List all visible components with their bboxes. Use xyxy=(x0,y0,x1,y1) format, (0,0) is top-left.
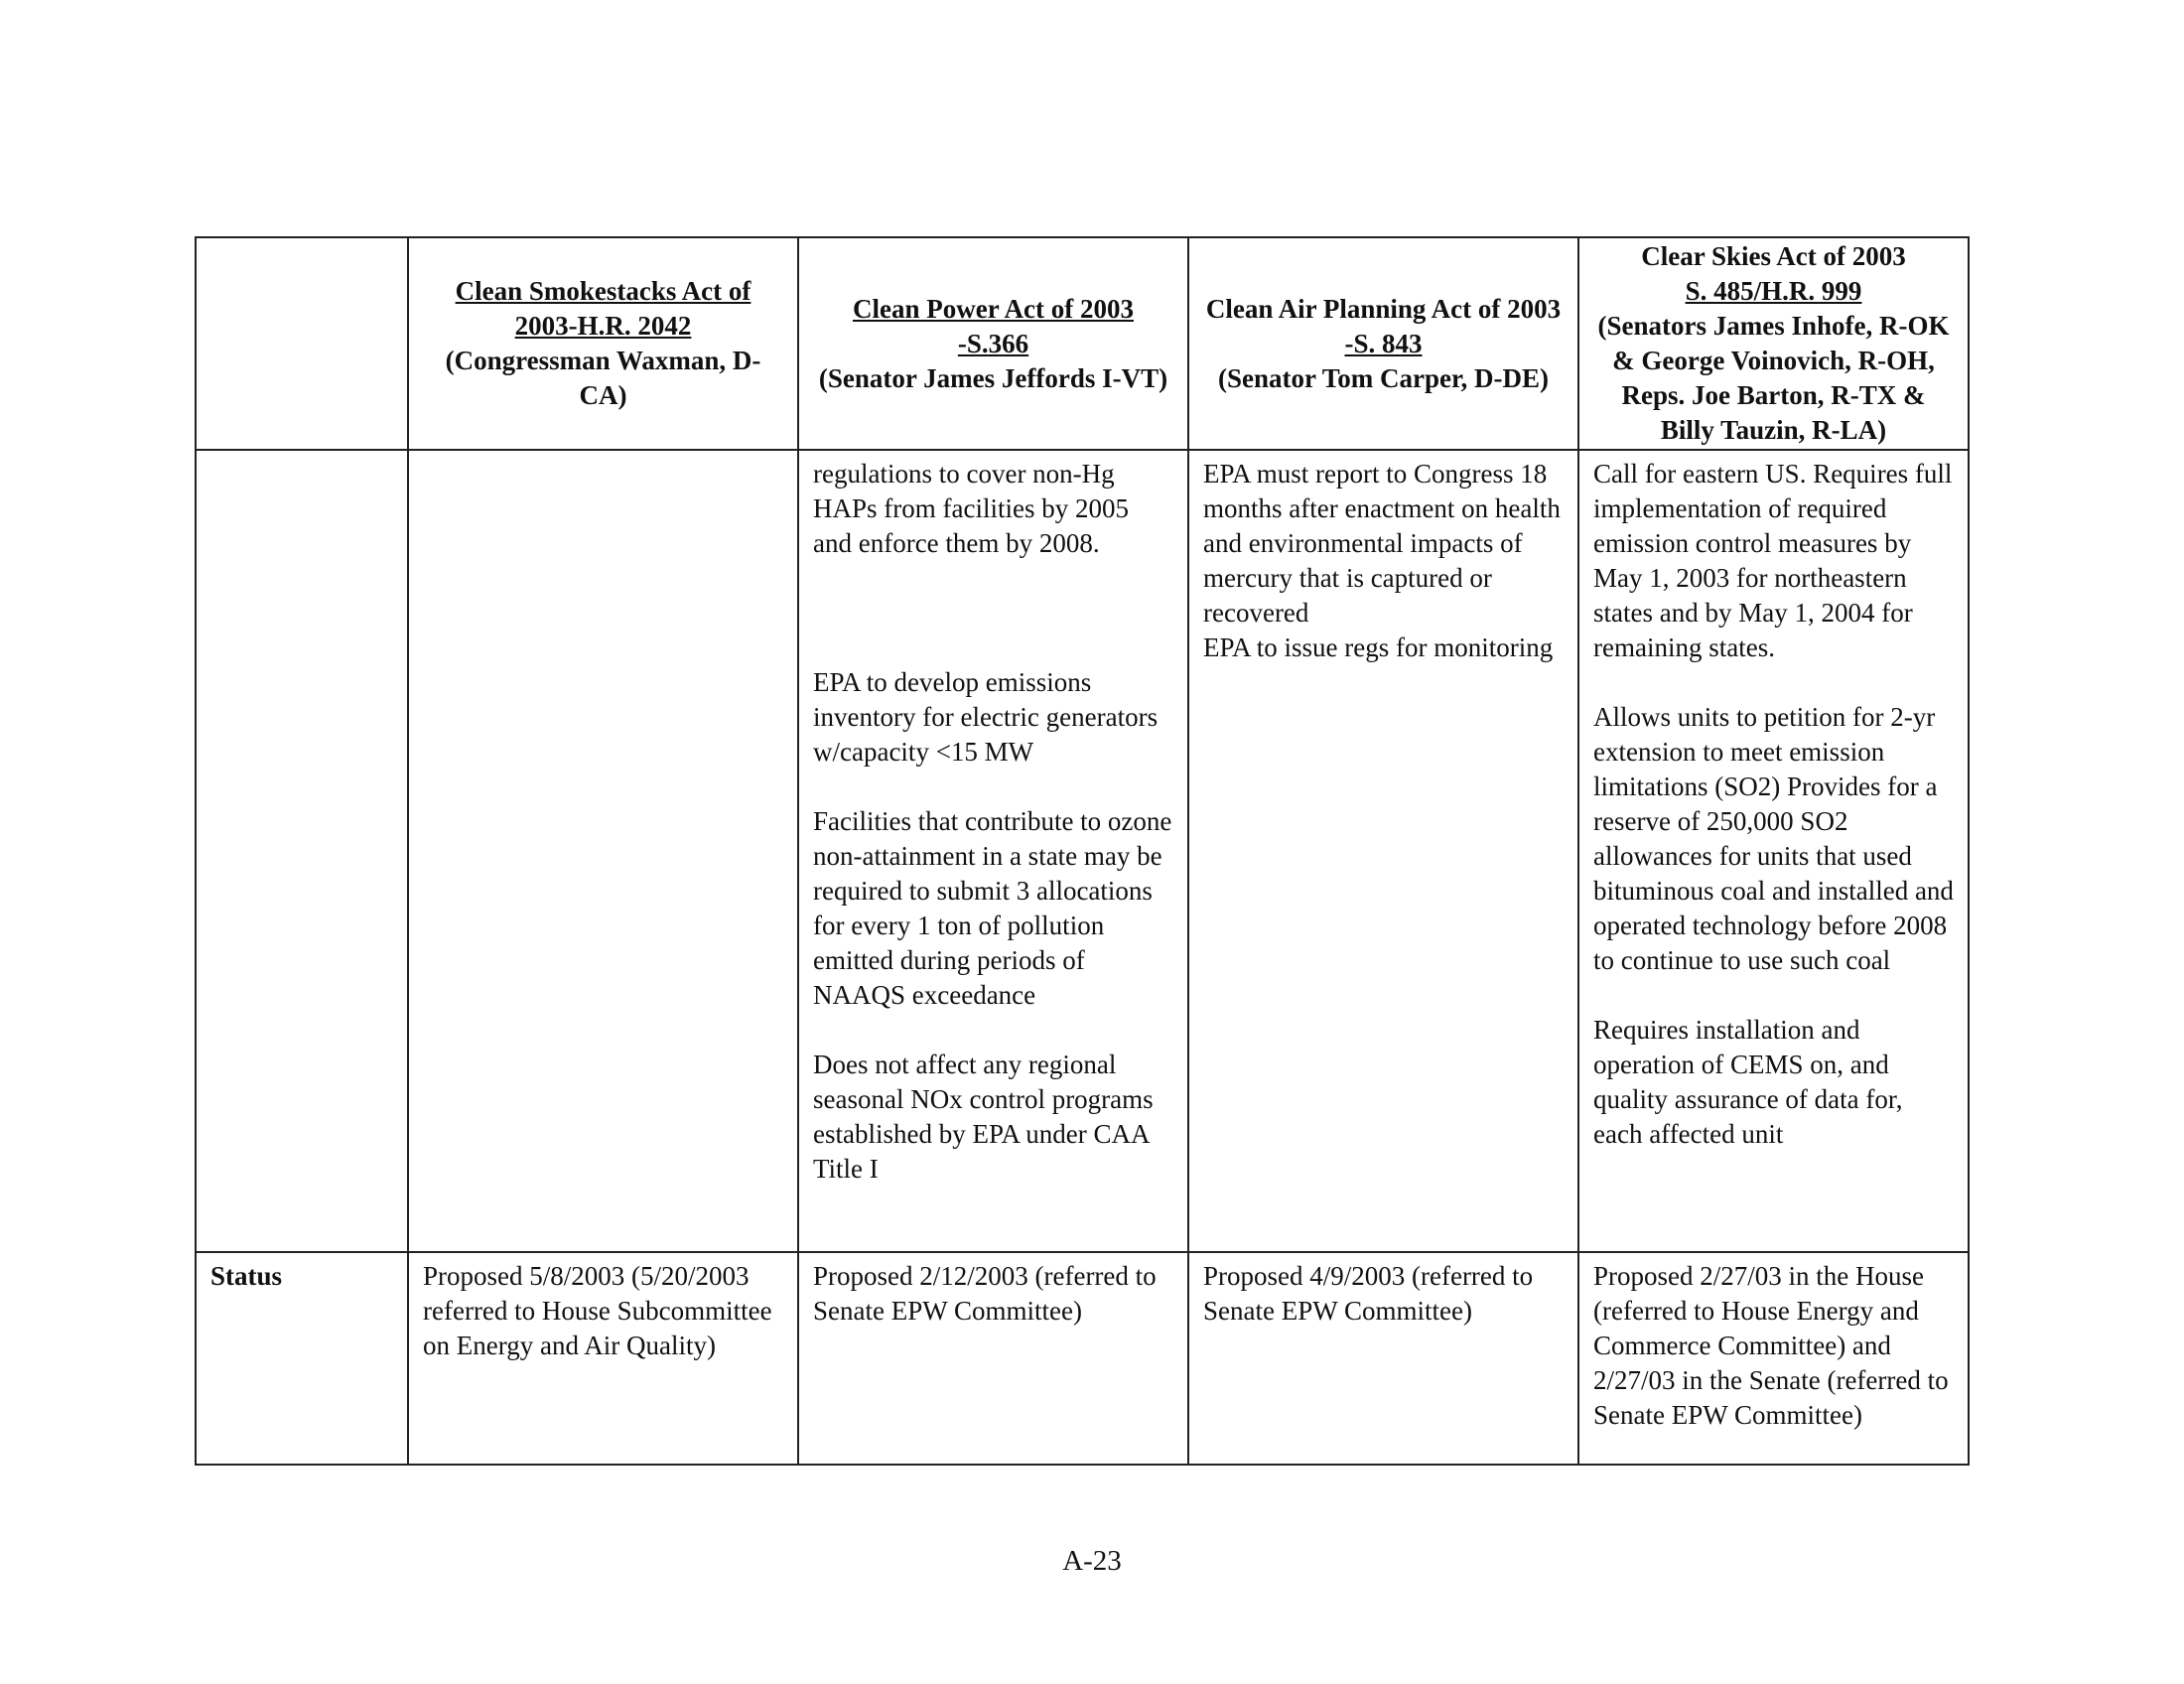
provision-text: EPA to issue regs for monitoring xyxy=(1203,632,1554,662)
status-clear-skies xyxy=(1578,1252,1969,1465)
provision-text: regulations to cover non-Hg HAPs from facilities by 2005 and enforce them by 2008. xyxy=(813,459,1129,558)
header-title: Clear Skies Act of 2003 xyxy=(1641,241,1906,271)
header-cell-smokestacks xyxy=(408,237,798,450)
status-text: Proposed 2/12/2003 (referred to Senate EPW Committee) xyxy=(813,1261,1157,1326)
clean-air-planning-cell xyxy=(1188,450,1578,1252)
header-row xyxy=(196,237,1969,450)
provision-text: Facilities that contribute to ozone non-attainment in a state may be required to submit 3 allocations for every 1 ton of pollution emitted during periods of NAAQS exceedance xyxy=(813,806,1172,1010)
provision-text: EPA to develop emissions inventory for electric generators w/capacity <15 MW xyxy=(813,667,1159,767)
header-bill: 2003-H.R. 2042 xyxy=(514,311,692,341)
status-clean-power xyxy=(798,1252,1188,1465)
header-bill: -S. 843 xyxy=(1344,328,1423,358)
provision-text: Requires installation and operation of CEMS on, and quality assurance of data for, each affected unit xyxy=(1593,1015,1903,1149)
status-text: Proposed 5/8/2003 (5/20/2003 referred to House Subcommittee on Energy and Air Quality) xyxy=(423,1261,772,1360)
header-cell-blank xyxy=(196,237,408,450)
header-cell-clean-power xyxy=(798,237,1188,450)
provision-text: EPA must report to Congress 18 months after enactment on health and environmental impacts of mercury that is captured or recovered xyxy=(1203,459,1561,628)
header-bill: -S.366 xyxy=(957,328,1029,358)
header-sponsor: (Senators James Inhofe, R-OK & George Voinovich, R-OH, Reps. Joe Barton, R-TX & Billy Tauzin, R-LA) xyxy=(1597,311,1950,445)
provisions-row xyxy=(196,450,1969,1252)
status-smokestacks xyxy=(408,1252,798,1465)
clear-skies-cell xyxy=(1578,450,1969,1252)
header-cell-clear-skies xyxy=(1578,237,1969,450)
header-title: Clean Air Planning Act of 2003 xyxy=(1205,293,1562,324)
status-clean-air-planning xyxy=(1188,1252,1578,1465)
provision-text: Allows units to petition for 2-yr extension to meet emission limitations (SO2) Provides for a reserve of 250,000 SO2 allowances for units that used bituminous coal and installed and operated technology before 2008 to continue to use such coal xyxy=(1593,702,1954,975)
provision-text: Call for eastern US. Requires full implementation of required emission control measures by May 1, 2003 for northeastern states and by May 1, 2004 for remaining states. xyxy=(1593,459,1953,662)
smokestacks-cell xyxy=(408,450,798,1252)
status-text: Proposed 4/9/2003 (referred to Senate EPW Committee) xyxy=(1203,1261,1534,1326)
clean-power-cell xyxy=(798,450,1188,1252)
provision-text: Does not affect any regional seasonal NOx control programs established by EPA under CAA Title I xyxy=(813,1050,1154,1184)
page-number: A-23 xyxy=(1062,1545,1122,1577)
row-label-cell xyxy=(196,450,408,1252)
status-label: Status xyxy=(210,1261,283,1291)
header-sponsor: (Congressman Waxman, D-CA) xyxy=(445,346,761,410)
status-label-cell xyxy=(196,1252,408,1465)
header-bill: S. 485/H.R. 999 xyxy=(1685,276,1862,306)
header-sponsor: (Senator Tom Carper, D-DE) xyxy=(1217,362,1549,393)
header-cell-clean-air-planning xyxy=(1188,237,1578,450)
comparison-table xyxy=(195,236,1970,1466)
status-row xyxy=(196,1252,1969,1465)
header-sponsor: (Senator James Jeffords I-VT) xyxy=(818,362,1168,393)
header-title: Clean Power Act of 2003 xyxy=(853,293,1134,324)
status-text: Proposed 2/27/03 in the House (referred to House Energy and Commerce Committee) and 2/27/03 in the Senate (referred to Senate EPW Committee) xyxy=(1593,1261,1949,1430)
header-title: Clean Smokestacks Act of xyxy=(455,276,751,306)
